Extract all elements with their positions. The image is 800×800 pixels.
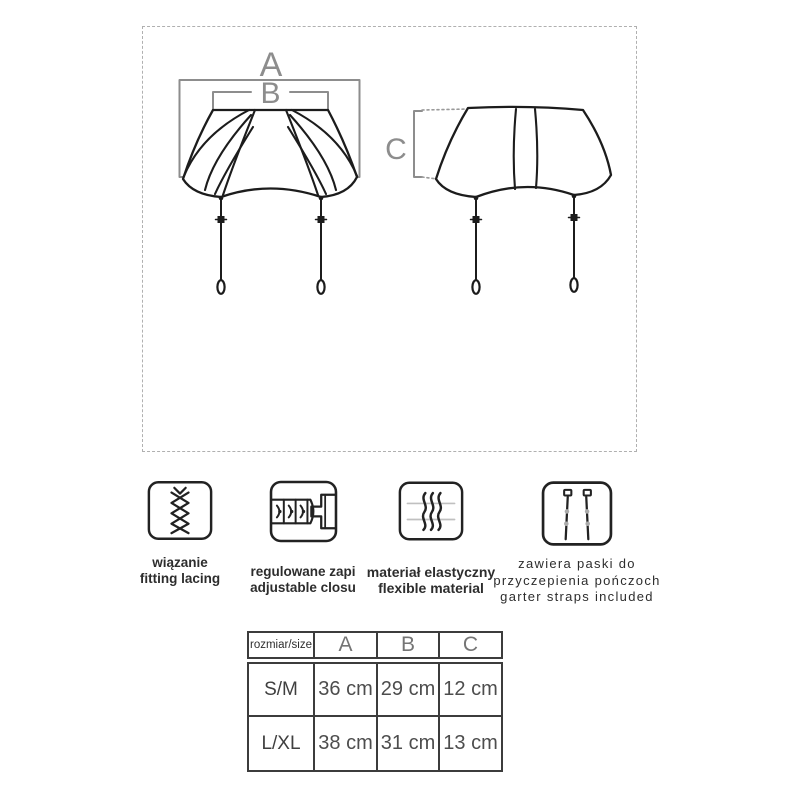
feature-label-line: przyczepienia pończoch: [493, 572, 661, 588]
garter-strap: [569, 194, 580, 292]
front-view-drawing: [180, 46, 360, 294]
flexible-material-icon: [398, 480, 464, 542]
measure-c-bracket: [414, 111, 422, 177]
table-cell: 36 cm: [313, 664, 376, 715]
table-header-row: [247, 631, 503, 659]
garter-strap: [316, 196, 327, 294]
table-cell: 31 cm: [376, 717, 438, 770]
back-view-drawing: [385, 107, 611, 294]
adjustable-closure-icon: [268, 480, 339, 543]
feature-label-line: zawiera paski do: [518, 556, 636, 571]
garter-strap: [216, 196, 227, 294]
feature-label-line: materiał elastyczny: [366, 564, 496, 580]
front-belt-outline: [183, 110, 357, 197]
back-belt-outline: [436, 107, 611, 197]
table-body: [247, 662, 503, 772]
table-row: [249, 717, 501, 770]
table-header-cell: rozmiar/size: [250, 639, 312, 651]
garter-straps-icon: [541, 480, 613, 547]
feature-label-line: wiązanie: [152, 555, 208, 570]
feature-item-garter-straps: [478, 480, 676, 606]
feature-label-line: flexible material: [378, 579, 484, 596]
table-cell: 29 cm: [376, 664, 438, 715]
feature-label-line: fitting lacing: [139, 570, 221, 586]
table-header-cell: A: [313, 633, 376, 657]
feature-label-line: regulowane zapi: [250, 564, 356, 579]
table-cell: L/XL: [261, 732, 301, 754]
table-cell: 38 cm: [313, 717, 376, 770]
measurement-label-a: A: [259, 46, 283, 84]
lacing-icon: [147, 480, 213, 541]
feature-label-line: adjustable closu: [250, 579, 356, 595]
table-header-cell: B: [376, 633, 438, 657]
size-table: [247, 631, 503, 772]
table-row: [249, 664, 501, 717]
feature-label-line: garter straps included: [500, 589, 654, 604]
measurement-label-c: C: [385, 133, 407, 166]
measurement-label-b: B: [260, 77, 281, 110]
table-cell: S/M: [264, 678, 298, 700]
table-cell: 13 cm: [438, 717, 501, 770]
table-header-cell: C: [438, 633, 501, 657]
garter-belt-diagram: [143, 27, 636, 451]
garter-strap: [471, 196, 482, 294]
table-cell: 12 cm: [438, 664, 501, 715]
size-diagram-box: [142, 26, 637, 452]
feature-list: [0, 480, 800, 620]
